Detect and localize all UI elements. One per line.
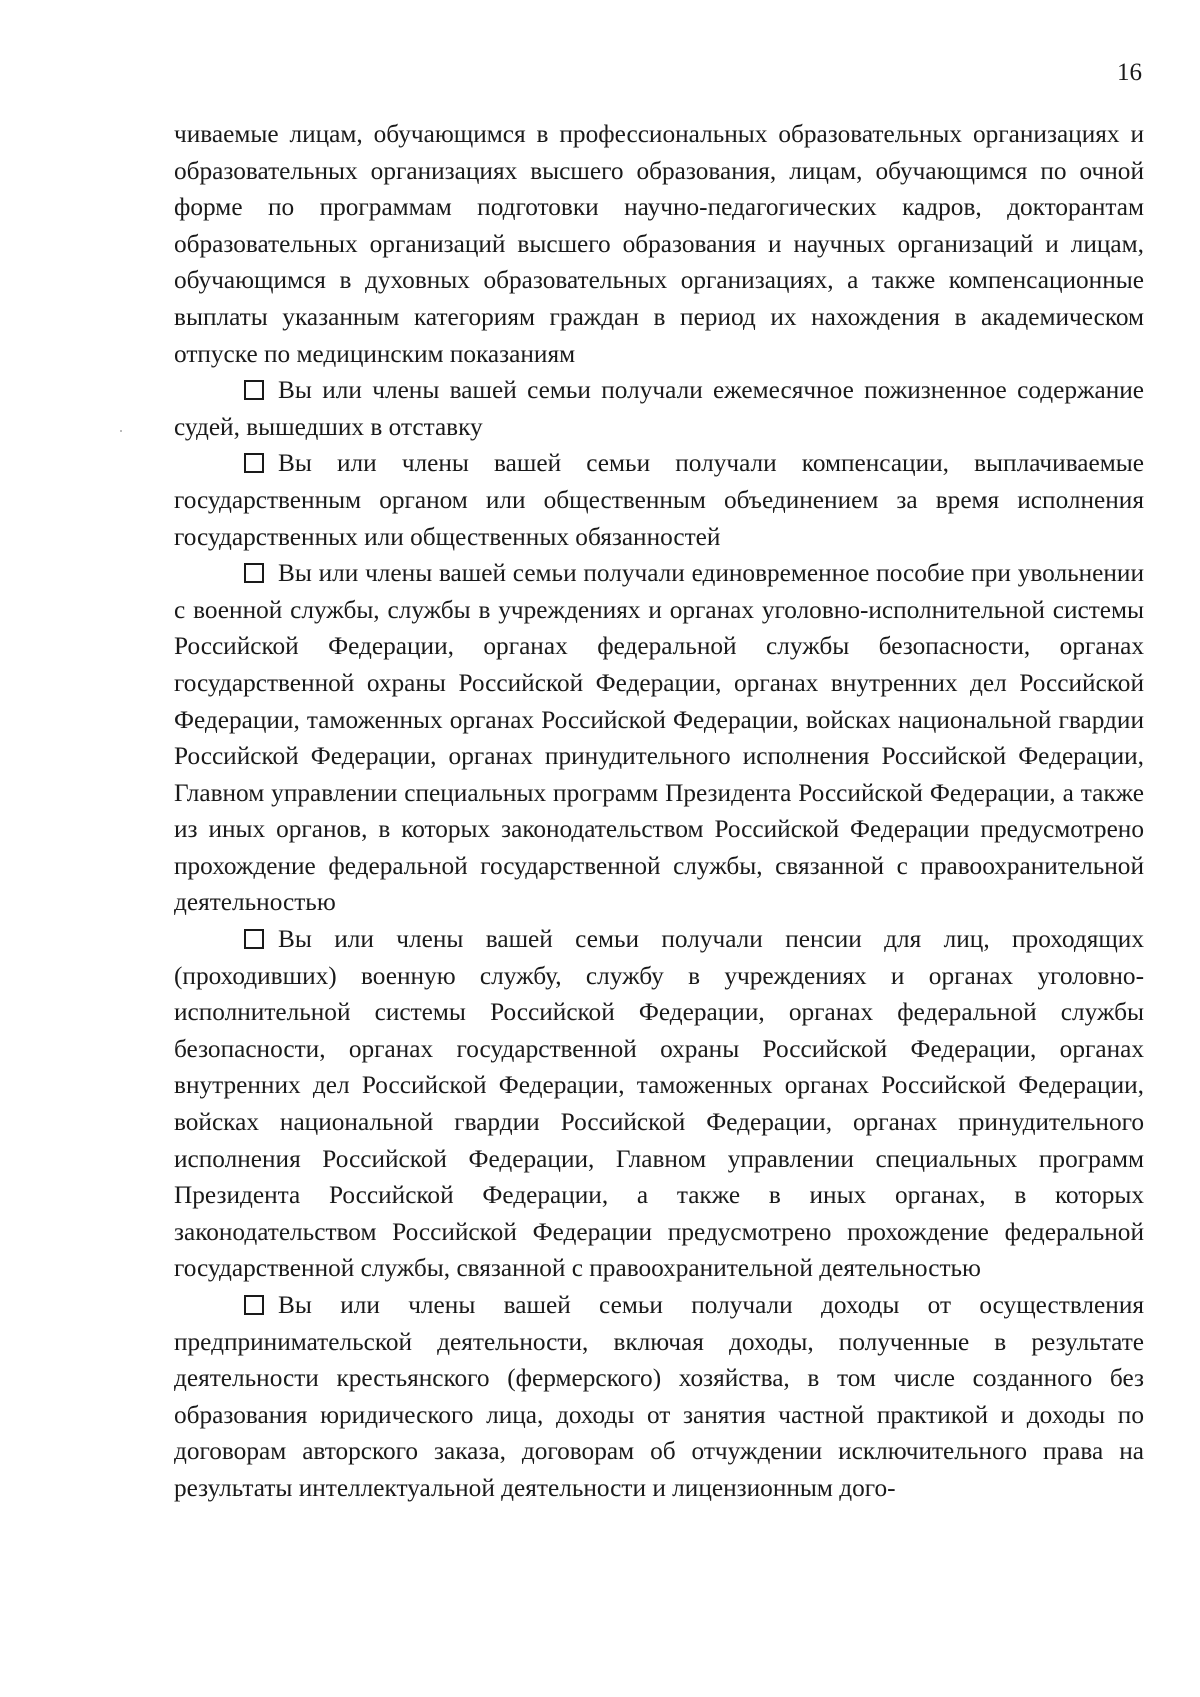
checkbox-2[interactable]	[244, 453, 264, 473]
checkbox-5[interactable]	[244, 1295, 264, 1315]
question-text-4: Вы или члены вашей семьи получали пенсии для лиц, проходящих (проходивших) военную службу, службу в учреждениях и органах уголовно-исполнительной системы Российской Федерации, органах федеральной службы безопасности, органах государственной охраны Российской Федерации, органах внутренних дел Российской Федерации, таможенных органах Российской Федерации, войсках национальной гвардии Российской Федерации, органах принудительного исполнения Российской Федерации, Главном управлении специальных программ Президента Российской Федерации, а также в иных органах, в которых законодательством Российской Федерации предусмотрено прохождение федеральной государственной службы, связанной с правоохранительной деятельностью	[174, 925, 1144, 1283]
question-item-1	[174, 372, 1144, 445]
question-text-1: Вы или члены вашей семьи получали ежемесячное пожизненное содержание судей, вышедших в отставку	[174, 376, 1144, 441]
document-body	[174, 116, 1144, 1507]
checkbox-1[interactable]	[244, 380, 264, 400]
intro-paragraph: чиваемые лицам, обучающимся в профессиональных образовательных организациях и образовательных организациях высшего образования, лицам, обучающимся по очной форме по программам подготовки научно-педагогических кадров, докторантам образовательных организаций высшего образования и научных организаций и лицам, обучающимся в духовных образовательных организациях, а также компенсационные выплаты указанным категориям граждан в период их нахождения в академическом отпуске по медицинским показаниям	[174, 120, 1144, 368]
question-text-3: Вы или члены вашей семьи получали единовременное пособие при увольнении с военной службы, службы в учреждениях и органах уголовно-исполнительной системы Российской Федерации, органах федеральной службы безопасности, органах государственной охраны Российской Федерации, органах внутренних дел Российской Федерации, таможенных органах Российской Федерации, войсках национальной гвардии Российской Федерации, органах принудительного исполнения Российской Федерации, Главном управлении специальных программ Президента Российской Федерации, а также из иных органов, в которых законодательством Российской Федерации предусмотрено прохождение федеральной государственной службы, связанной с правоохранительной деятельностью	[174, 559, 1144, 917]
question-item-2	[174, 445, 1144, 555]
question-item-3	[174, 555, 1144, 921]
scan-speck	[120, 430, 122, 432]
question-text-5: Вы или члены вашей семьи получали доходы от осуществления предпринимательской деятельности, включая доходы, полученные в результате деятельности крестьянского (фермерского) хозяйства, в том числе созданного без образования юридического лица, доходы от занятия частной практикой и доходы по договорам авторского заказа, договорам об отчуждении исключительного права на результаты интеллектуальной деятельности и лицензионным дого-	[174, 1291, 1144, 1502]
question-item-5	[174, 1287, 1144, 1507]
page-number: 16	[1117, 59, 1142, 86]
question-text-2: Вы или члены вашей семьи получали компенсации, выплачиваемые государственным органом или общественным объединением за время исполнения государственных или общественных обязанностей	[174, 449, 1144, 551]
checkbox-3[interactable]	[244, 563, 264, 583]
checkbox-4[interactable]	[244, 929, 264, 949]
question-item-4	[174, 921, 1144, 1287]
